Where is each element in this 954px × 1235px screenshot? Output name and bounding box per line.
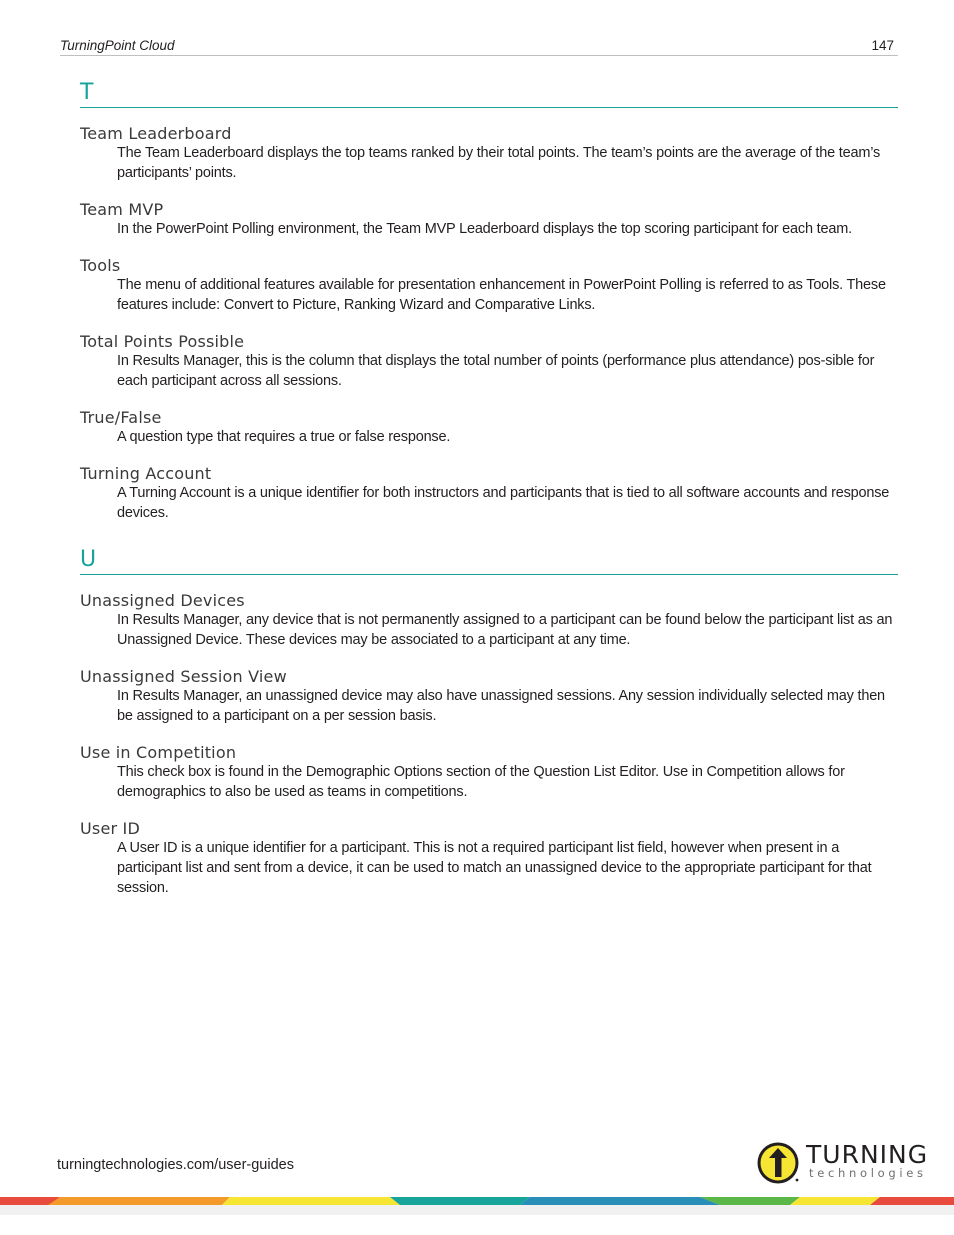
glossary-definition: The menu of additional features available for presentation enhancement in PowerPoint Polling is referred to as Tools. These features include: Convert to Picture, Ranking Wizard and Comparative Links. bbox=[117, 277, 886, 313]
glossary-definition: In Results Manager, an unassigned device may also have unassigned sessions. Any session individually selected may then be assigned to a participant on a per session basis. bbox=[117, 688, 885, 724]
page-header bbox=[60, 37, 898, 56]
glossary-term: Team Leaderboard bbox=[80, 124, 232, 143]
glossary-entry bbox=[80, 667, 898, 726]
page-number: 147 bbox=[871, 38, 894, 53]
footer-color-stripe bbox=[0, 1195, 954, 1215]
footer-url[interactable]: turningtechnologies.com/user-guides bbox=[57, 1157, 294, 1173]
logo-wordmark: TURNING bbox=[806, 1140, 929, 1169]
glossary-term: User ID bbox=[80, 819, 140, 838]
glossary-entry bbox=[80, 256, 898, 315]
glossary-entry bbox=[80, 743, 898, 802]
section-letter: U bbox=[80, 547, 898, 575]
glossary-definition: This check box is found in the Demographic Options section of the Question List Editor. Use in Competition allows for demographics to also be used as teams in competitions. bbox=[117, 764, 845, 800]
logo-subtitle: technologies bbox=[809, 1166, 927, 1180]
glossary-entry bbox=[80, 819, 898, 898]
glossary-entry bbox=[80, 124, 898, 183]
glossary-definition: A question type that requires a true or false response. bbox=[117, 429, 451, 445]
section-letter: T bbox=[80, 80, 898, 108]
glossary-definition: In Results Manager, any device that is not permanently assigned to a participant can be found below the participant list as an Unassigned Device. These devices may be associated to a participant at any time. bbox=[117, 612, 893, 648]
glossary-term: Team MVP bbox=[80, 200, 164, 219]
glossary-entry bbox=[80, 591, 898, 650]
glossary-term: Turning Account bbox=[80, 464, 212, 483]
glossary-term: Unassigned Session View bbox=[80, 667, 287, 686]
glossary-definition: A Turning Account is a unique identifier for both instructors and participants that is tied to all software accounts and response devices. bbox=[117, 485, 890, 521]
glossary-term: Total Points Possible bbox=[80, 332, 245, 351]
turning-logo bbox=[756, 1140, 931, 1186]
glossary-definition: In Results Manager, this is the column that displays the total number of points (performance plus attendance) pos-sible for each participant across all sessions. bbox=[117, 353, 875, 389]
glossary-section-u bbox=[80, 547, 898, 898]
glossary-term: Use in Competition bbox=[80, 743, 237, 762]
glossary-definition: In the PowerPoint Polling environment, the Team MVP Leaderboard displays the top scoring participant for each team. bbox=[117, 221, 852, 237]
glossary-entry bbox=[80, 408, 898, 447]
glossary-definition: A User ID is a unique identifier for a participant. This is not a required participant list field, however when present in a participant list and sent from a device, it can be used to match an unassigned device to the appropriate participant for that session. bbox=[117, 840, 872, 896]
glossary-entry bbox=[80, 464, 898, 523]
glossary-term: Unassigned Devices bbox=[80, 591, 245, 610]
glossary-term: True/False bbox=[80, 408, 162, 427]
glossary-term: Tools bbox=[80, 256, 121, 275]
glossary-entry bbox=[80, 200, 898, 239]
document-title: TurningPoint Cloud bbox=[60, 38, 175, 53]
glossary-section-t bbox=[80, 80, 898, 523]
glossary-content bbox=[80, 80, 898, 922]
glossary-entry bbox=[80, 332, 898, 391]
turning-arrow-icon bbox=[756, 1140, 802, 1186]
glossary-definition: The Team Leaderboard displays the top teams ranked by their total points. The team’s points are the average of the team’s participants’ points. bbox=[117, 145, 881, 181]
